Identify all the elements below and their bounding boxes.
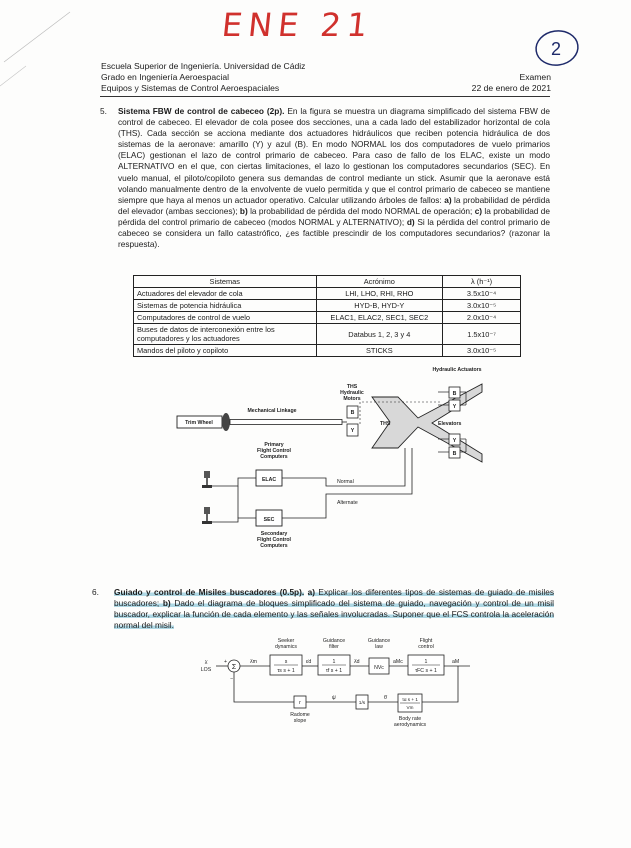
table-cell: 1.5x10⁻⁷ [443, 324, 521, 345]
header-divider [100, 96, 550, 97]
q6-number: 6. [92, 587, 99, 597]
signal-lambda-d: λ̇d [354, 659, 360, 665]
body-rate-label-2: aerodynamics [393, 722, 427, 728]
q6-title: Guiado y control de Misiles buscadores (0.5p). [114, 587, 305, 597]
table-row [134, 345, 521, 357]
secondary-computers-label-1: Secondary [260, 531, 288, 537]
trim-wheel-disk [222, 413, 230, 431]
integrator-label: 1/s [358, 701, 366, 706]
body-num: τα s + 1 [402, 697, 418, 702]
seeker-num: s [284, 659, 288, 665]
q6-b-text: Dado el diagrama de bloques simplificado del sistema de guiado, navegación y control de un misil buscador, explicar la función de cada elemento y las señales involucradas. Suponer que el FCS controla la aceleración normal del misil. [114, 598, 554, 631]
guidance-block-diagram [186, 634, 476, 734]
sum-plus: + [224, 659, 228, 665]
table-row [134, 312, 521, 324]
table-row [134, 324, 521, 345]
signal-lambda-m: λ̇m [250, 659, 257, 665]
body-rate-label-1: Body rate [398, 716, 422, 722]
table-header: Sistemas [134, 276, 317, 288]
input-los-label: LOS [200, 667, 212, 673]
elac-label: ELAC [261, 477, 277, 483]
table-row [134, 300, 521, 312]
alternate-label: Alternate [337, 500, 358, 506]
table-cell: 2.0x10⁻⁴ [443, 312, 521, 324]
secondary-computers-label-3: Computers [260, 543, 288, 549]
school-name: Escuela Superior de Ingeniería. Universidad de Cádiz [101, 61, 306, 71]
ths-motors-label-3: Motors [343, 396, 361, 402]
normal-label: Normal [337, 479, 354, 485]
table-cell: Mandos del piloto y copiloto [134, 345, 317, 357]
q5-b-text: la probabilidad de pérdida del modo NORMAL de operación; [247, 205, 475, 216]
fcs-label-2: control [418, 644, 434, 650]
signal-amc: aMc [393, 659, 403, 665]
elevators-label: Elevators [438, 421, 462, 427]
exam-info [472, 72, 551, 94]
q5-a-text: la probabilidad de pérdida del elevador (ambas secciones); [118, 194, 550, 216]
primary-computers-label-2: Flight Control [257, 448, 291, 454]
body-den: Vm [406, 705, 414, 710]
filter-num: 1 [332, 659, 336, 665]
table-cell: LHI, LHO, RHI, RHO [316, 288, 443, 300]
primary-computers-label-3: Computers [260, 454, 288, 460]
q5-c-tag: c) [474, 205, 483, 216]
q6-b-tag: b) [162, 598, 171, 609]
fcs-den: τFC s + 1 [415, 668, 437, 674]
law-tf: NVc [374, 665, 384, 671]
table-cell: 3.0x10⁻⁵ [443, 345, 521, 357]
ths-motors-label-2: Hydraulic [340, 390, 364, 396]
actuator-upper-b-label: B [452, 391, 457, 397]
ths-motor-y-label: Y [350, 428, 355, 434]
ths-label: THS [380, 421, 391, 427]
exam-header [101, 61, 305, 95]
actuator-lower-y-label: Y [452, 438, 457, 444]
table-cell: STICKS [316, 345, 443, 357]
q6-a-tag: a) [307, 587, 316, 597]
signal-epsilon-d: ε̇d [306, 659, 312, 665]
ths-motors-label-1: THS [346, 384, 358, 390]
q5-d-text: Si la pérdida del control primario de cabeceo se considera un fallo catastrófico, ¿es factible prescindir de los computadores secundarios? (razonar la respuesta). [118, 216, 550, 250]
secondary-computers-label-2: Flight Control [257, 537, 291, 543]
actuator-upper-y-label: Y [452, 404, 457, 410]
signal-theta-dot: θ̇ [384, 695, 387, 701]
table-cell: HYD-B, HYD-Y [316, 300, 443, 312]
q6-a-text: Explicar los diferentes tipos de sistemas de guiado de misiles buscadores; [114, 587, 554, 609]
seeker-label-2: dynamics [275, 644, 297, 650]
hydraulic-actuators-label-1: Hydraulic Actuators [432, 367, 482, 373]
filter-label-1: Guidance [322, 638, 346, 644]
q5-c-text: la probabilidad de pérdida del control primario de cabeceo (modos NORMAL y ALTERNATIVO); [118, 205, 550, 227]
table-header-row [134, 276, 521, 288]
fcs-label-1: Flight [419, 638, 433, 644]
pencil-marks [0, 0, 90, 90]
actuator-lower-b-label: B [452, 451, 457, 457]
filter-label-2: filter [329, 644, 339, 650]
law-label-1: Guidance [367, 638, 391, 644]
trim-wheel-label: Trim Wheel [185, 420, 213, 426]
q5-d-tag: d) [406, 216, 415, 227]
seeker-label-1: Seeker [277, 638, 295, 644]
table-row [134, 288, 521, 300]
degree-name: Grado en Ingeniería Aeroespacial [101, 72, 230, 83]
stick-icon [202, 507, 212, 524]
page-number-circle [532, 28, 586, 72]
exam-date: 22 de enero de 2021 [471, 83, 551, 94]
table-cell: Computadores de control de vuelo [134, 312, 317, 324]
signal-am: aM [452, 659, 460, 665]
signal-psi-dot: ψ̇ [332, 695, 336, 701]
fbw-diagram [160, 362, 490, 558]
page-number: 2 [551, 39, 562, 59]
q5-b-tag: b) [239, 205, 248, 216]
stick-icon [202, 471, 212, 488]
q5-body: En la figura se muestra un diagrama simplificado del sistema FBW de control de cabeceo. El elevador de cola posee dos secciones, una a cada lado del estabilizador horizontal de cola (THS). Cada sección se acciona mediante dos actuadores hidráulicos que reciben potencia hidráulica de dos sistemas de la aeronave: amarillo (Y) y azul (B). En modo NORMAL los dos computadores de vuelo primarios (ELAC) gestionan el lazo de control primario de cabeceo. Para caso de fallo de los ELAC, existe un modo ALTERNATIVO en el que, con ciertas limitaciones, el lazo lo gestionan los computadores secundarios (SEC). En vuelo manual, el piloto/copiloto genera sus demandas de control mediante un stick. Asumir que la aeronave está volando manualmente dentro de la envolvente de vuelo permitida y que el control primario de cabeceo se mantiene siempre que haya al menos un actuador operativo. Calcular utilizando árboles de fallos: [118, 106, 550, 205]
mechanical-linkage-label: Mechanical Linkage [247, 408, 297, 414]
exam-label: Examen [519, 72, 551, 82]
table-cell: Databus 1, 2, 3 y 4 [316, 324, 443, 345]
table-header: λ (h⁻¹) [443, 276, 521, 288]
q5-a-tag: a) [444, 194, 452, 205]
table-header: Acrónimo [316, 276, 443, 288]
ths-motor-b-label: B [350, 410, 355, 416]
input-lambda: λ̇ [204, 660, 208, 666]
radome-label-1: Radome [290, 712, 310, 718]
law-label-2: law [375, 644, 383, 650]
primary-computers-label-1: Primary [264, 442, 284, 448]
q6-text [114, 587, 554, 631]
sec-label: SEC [263, 517, 275, 523]
radome-label-2: slope [293, 718, 307, 724]
table-cell: 3.5x10⁻⁴ [443, 288, 521, 300]
q5-title: Sistema FBW de control de cabeceo (2p). [118, 106, 285, 116]
mechanical-linkage-shaft [230, 420, 342, 425]
sum-minus: − [230, 676, 234, 682]
table-cell: Actuadores del elevador de cola [134, 288, 317, 300]
radome-r: r [299, 700, 301, 706]
fcs-num: 1 [424, 659, 428, 665]
table-cell: Buses de datos de interconexión entre los computadores y los actuadores [134, 324, 317, 345]
q5-text [118, 106, 550, 250]
table-cell: ELAC1, ELAC2, SEC1, SEC2 [316, 312, 443, 324]
filter-den: τf s + 1 [325, 668, 343, 674]
systems-table [133, 275, 521, 357]
course-name: Equipos y Sistemas de Control Aeroespaciales [101, 83, 280, 94]
sum-symbol: Σ [231, 664, 237, 671]
table-cell: 3.0x10⁻⁵ [443, 300, 521, 312]
handwritten-title: ENE 21 [220, 6, 376, 44]
q5-number: 5. [100, 106, 107, 116]
seeker-den: τs s + 1 [277, 668, 295, 674]
table-cell: Sistemas de potencia hidráulica [134, 300, 317, 312]
